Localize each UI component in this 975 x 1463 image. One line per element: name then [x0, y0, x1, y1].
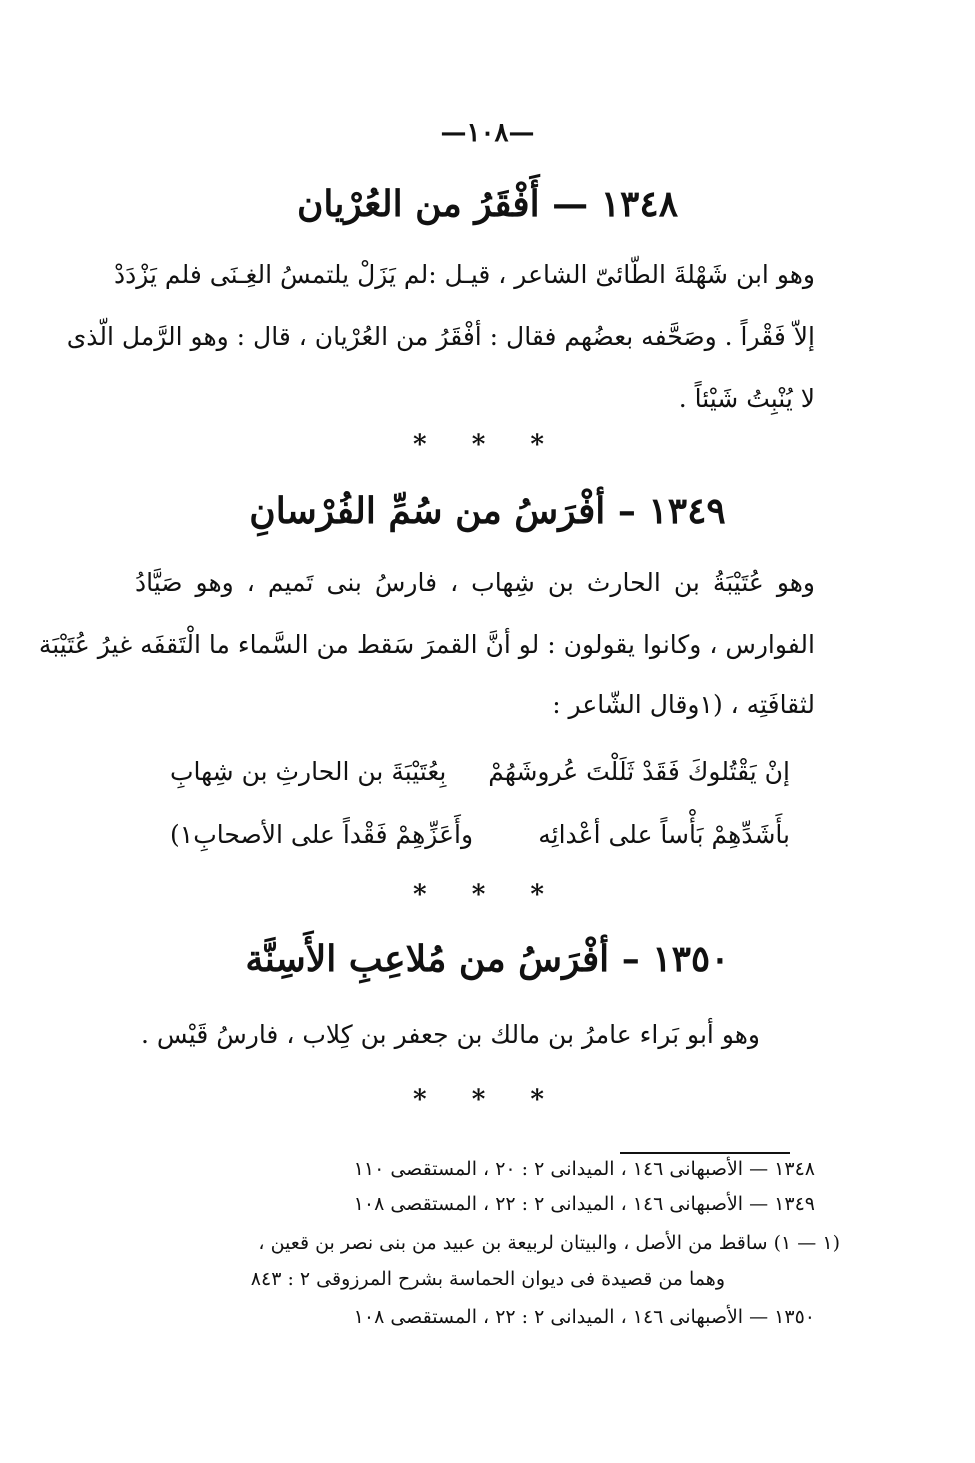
footnote-rule — [620, 1152, 790, 1154]
entry-1349-line-3: لثقافَتِه ، (١وقال الشّاعر : — [552, 690, 815, 719]
entry-heading-1348: ١٣٤٨ — أَفْقَرُ من العُرْيان — [296, 183, 679, 225]
footnote-verse-source-1: (١ — ١) ساقط من الأصل ، والبيتان لربيعة بن عبيد من بنى نصر بن قعين ، — [258, 1232, 840, 1254]
footnote-verse-source-2: وهما من قصيدة فى ديوان الحماسة بشرح المرزوقى ٢ : ٨٤٣ — [250, 1268, 725, 1290]
footnote-1350: ١٣٥٠ — الأصبهانى ١٤٦ ، الميدانى ٢ : ٢٢ ، المستقصى ١٠٨ — [353, 1306, 815, 1328]
section-separator-2: * * * — [413, 880, 562, 910]
footnote-1349: ١٣٤٩ — الأصبهانى ١٤٦ ، الميدانى ٢ : ٢٢ ، المستقصى ١٠٨ — [353, 1193, 815, 1215]
verse-2-first-hemistich: بأَشَدِّهِمْ بَأْساً على أعْدائِه — [538, 820, 790, 849]
entry-1349-line-2: الفوارس ، وكانوا يقولون : لو أنَّ القمرَ سَقط من السَّماء ما الْتَقفَه غيرُ عُتَيْبَة — [38, 630, 815, 659]
verse-1-second-hemistich: بِعُتَيْبَةَ بن الحارثِ بن شِهابِ — [170, 757, 447, 786]
section-separator-3: * * * — [413, 1085, 562, 1115]
entry-heading-1350: ١٣٥٠ – أفْرَسُ من مُلاعِبِ الأَسِنَّة — [245, 938, 730, 980]
verse-1-first-hemistich: إنْ يَقْتُلوكَ فَقَدْ ثَلَلْتَ عُروشَهُمْ — [488, 757, 790, 786]
entry-1348-line-1: وهو ابن شَهْلةَ الطّائىّ الشاعر ، قيـل :لم يَزَلْ يلتمسُ الغِـنَى فلم يَزْدَدْ — [113, 260, 815, 289]
entry-1349-line-1: وهو عُتَيْبَةُ بن الحارث بن شِهاب ، فارسُ بنى تَميم ، وهو صَيَّادُ — [135, 568, 815, 597]
entry-heading-1349: ١٣٤٩ – أفْرَسُ من سُمِّ الفُرْسانِ — [249, 490, 726, 532]
entry-1348-line-3: لا يُنْبِتُ شَيْئاً . — [678, 384, 815, 413]
page-number: —١٠٨— — [440, 118, 535, 148]
entry-1350-line-1: وهو أبو بَراء عامرُ بن مالك بن جعفر بن كِلاب ، فارسُ قَيْس . — [141, 1020, 760, 1049]
verse-2-second-hemistich: وأَعَزِّهِمْ فَقْداً على الأصحابِ١) — [170, 820, 474, 849]
footnote-1348: ١٣٤٨ — الأصبهانى ١٤٦ ، الميدانى ٢ : ٢٠ ، المستقصى ١١٠ — [353, 1158, 815, 1180]
section-separator-1: * * * — [413, 430, 562, 460]
entry-1348-line-2: إلاّ فَقْراً . وصَحَّفه بعضُهم فقال : أفْقَرُ من العُرْيان ، قال : وهو الرَّمل الّذى — [66, 322, 815, 351]
